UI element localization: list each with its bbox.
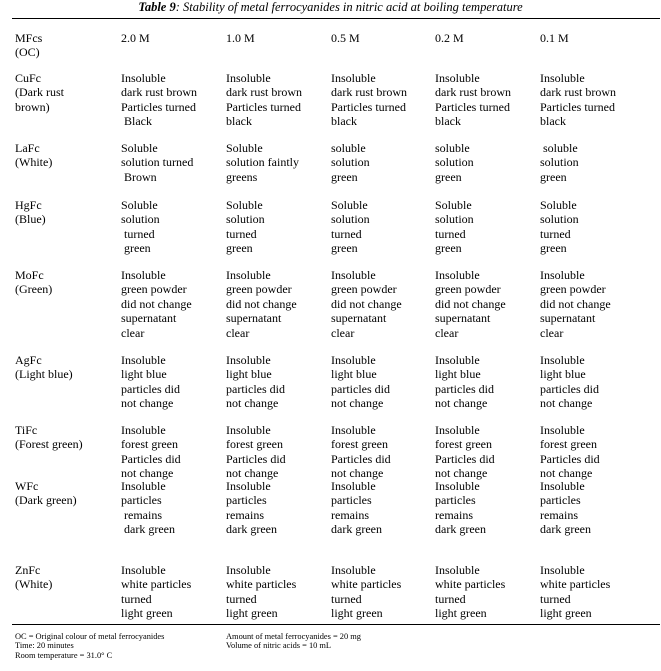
table-cell: Insoluble white particles turned light green <box>121 563 192 621</box>
table-cell: Soluble solution turned green <box>331 198 370 256</box>
table-cell: Soluble solution turned green <box>121 198 160 256</box>
table-cell: Insoluble light blue particles did not change <box>121 353 180 411</box>
table-cell: Insoluble green powder did not change supernatant clear <box>435 268 506 340</box>
table-cell: soluble solution green <box>540 141 579 184</box>
table-cell: Insoluble green powder did not change supernatant clear <box>331 268 402 340</box>
table-cell: Insoluble dark rust brown Particles turned black <box>435 71 511 129</box>
row-compound-name: ZnFc (White) <box>15 563 53 592</box>
header-concentration: 0.5 M <box>331 31 360 45</box>
table-cell: soluble solution green <box>435 141 474 184</box>
table-cell: Insoluble forest green Particles did not change <box>226 423 286 481</box>
table-cell: Insoluble white particles turned light green <box>226 563 297 621</box>
table-cell: Insoluble light blue particles did not change <box>540 353 599 411</box>
header-first-col: MFcs (OC) <box>15 31 43 60</box>
table-cell: Insoluble particles remains dark green <box>331 479 382 537</box>
table-cell: Insoluble dark rust brown Particles turned black <box>331 71 407 129</box>
table-cell: Insoluble dark rust brown Particles turned black <box>226 71 302 129</box>
table-cell: Soluble solution faintly greens <box>226 141 299 184</box>
table-caption-label: Table 9 <box>138 0 176 14</box>
table-caption <box>0 0 661 15</box>
table-cell: Insoluble green powder did not change supernatant clear <box>121 268 192 340</box>
table-cell: Insoluble light blue particles did not change <box>331 353 390 411</box>
header-concentration: 1.0 M <box>226 31 255 45</box>
row-compound-name: LaFc (White) <box>15 141 53 170</box>
table-cell: Insoluble particles remains dark green <box>435 479 486 537</box>
table-cell: Insoluble forest green Particles did not change <box>121 423 181 481</box>
table-cell: Insoluble light blue particles did not change <box>435 353 494 411</box>
table-cell: Insoluble particles remains dark green <box>121 479 175 537</box>
table-cell: Soluble solution turned green <box>540 198 579 256</box>
table-cell: Insoluble dark rust brown Particles turned Black <box>121 71 197 129</box>
table-cell: Insoluble forest green Particles did not change <box>435 423 495 481</box>
top-rule <box>12 18 660 19</box>
table-cell: Insoluble green powder did not change supernatant clear <box>226 268 297 340</box>
table-cell: Insoluble white particles turned light green <box>435 563 506 621</box>
row-compound-name: WFc (Dark green) <box>15 479 77 508</box>
table-cell: Insoluble particles remains dark green <box>540 479 591 537</box>
header-concentration: 0.2 M <box>435 31 464 45</box>
table-cell: Soluble solution turned green <box>226 198 265 256</box>
footnote-right: Amount of metal ferrocyanides = 20 mg Volume of nitric acids = 10 mL <box>226 632 361 651</box>
table-cell: Insoluble white particles turned light green <box>540 563 611 621</box>
header-concentration: 2.0 M <box>121 31 150 45</box>
footnote-left: OC = Original colour of metal ferrocyanides Time: 20 minutes Room temperature = 31.0° C <box>15 632 165 660</box>
bottom-rule <box>12 624 660 625</box>
table-caption-text: : Stability of metal ferrocyanides in nitric acid at boiling temperature <box>175 0 523 14</box>
table-cell: Soluble solution turned Brown <box>121 141 194 184</box>
table-cell: Soluble solution turned green <box>435 198 474 256</box>
table-cell: Insoluble forest green Particles did not change <box>331 423 391 481</box>
header-concentration: 0.1 M <box>540 31 569 45</box>
table-cell: Insoluble light blue particles did not change <box>226 353 285 411</box>
table-cell: Insoluble dark rust brown Particles turned black <box>540 71 616 129</box>
row-compound-name: TiFc (Forest green) <box>15 423 83 452</box>
row-compound-name: CuFc (Dark rust brown) <box>15 71 64 114</box>
table-cell: Insoluble green powder did not change supernatant clear <box>540 268 611 340</box>
table-cell: soluble solution green <box>331 141 370 184</box>
table-cell: Insoluble particles remains dark green <box>226 479 277 537</box>
row-compound-name: HgFc (Blue) <box>15 198 46 227</box>
table-cell: Insoluble white particles turned light green <box>331 563 402 621</box>
row-compound-name: AgFc (Light blue) <box>15 353 73 382</box>
row-compound-name: MoFc (Green) <box>15 268 53 297</box>
table-cell: Insoluble forest green Particles did not change <box>540 423 600 481</box>
